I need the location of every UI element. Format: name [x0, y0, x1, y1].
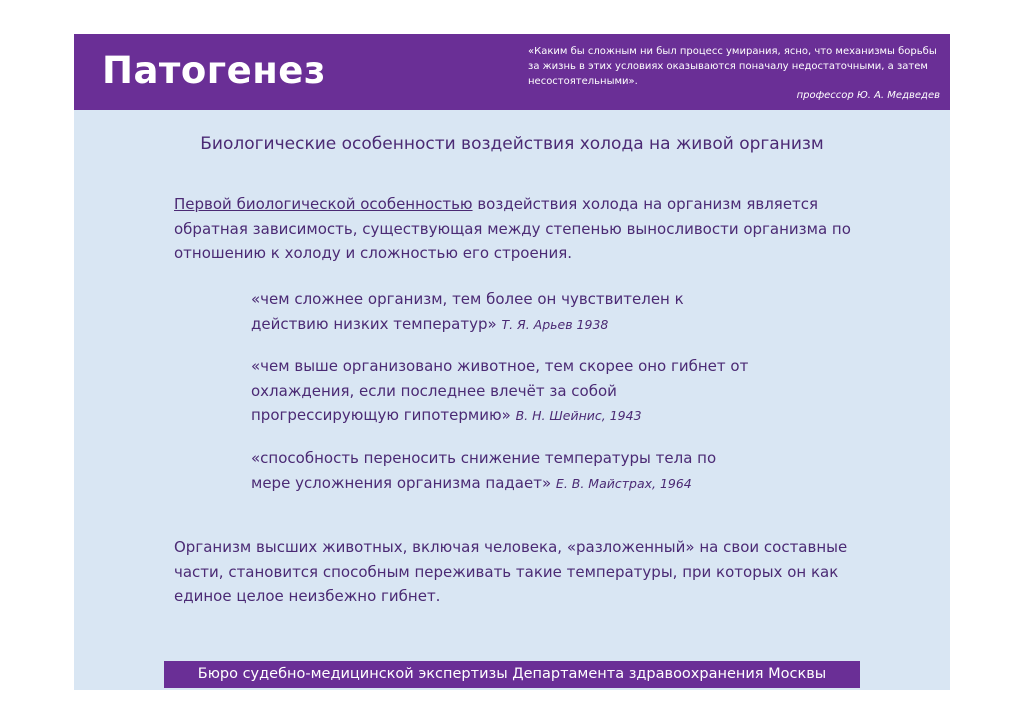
section-subtitle: Биологические особенности воздействия холода на живой организм — [200, 134, 824, 154]
paragraph-first — [174, 192, 864, 266]
quote-block — [251, 287, 751, 337]
quote-text: «чем выше организовано животное, тем скорее оно гибнет от охлаждения, если последнее влечёт за собой прогрессирующую гипотермию» — [251, 357, 749, 424]
quote-text: «способность переносить снижение температуры тела по мере усложнения организма падает» — [251, 449, 717, 492]
header-bar — [74, 34, 950, 110]
paragraph-conclusion: Организм высших животных, включая человека, «разложенный» на свои составные части, становится способным переживать такие температуры, при которых он как единое целое неизбежно гибнет. — [174, 538, 848, 605]
quote-citation: В. Н. Шейнис, 1943 — [515, 408, 642, 423]
quote-citation: Е. В. Майстрах, 1964 — [555, 475, 692, 491]
epigraph-quote: «Каким бы сложным ни был процесс умирания, ясно, что механизмы борьбы за жизнь в этих условиях оказываются поначалу недостаточными, а затем несостоятельными». — [528, 46, 937, 87]
paragraph-first-text: воздействия холода на организм является обратная зависимость, существующая между степенью выносливости организма по отношению к холоду и сложностью его строения. — [174, 195, 851, 262]
slide — [74, 34, 950, 690]
quote-block — [251, 354, 751, 429]
quote-text: «чем сложнее организм, тем более он чувствителен к действию низких температур» — [251, 290, 684, 333]
paragraph-first-emphasis: Первой биологической особенностью — [174, 195, 473, 213]
quote-block — [251, 446, 751, 496]
epigraph-author: профессор Ю. А. Медведев — [796, 90, 940, 101]
footer-bar: Бюро судебно-медицинской экспертизы Департамента здравоохранения Москвы — [164, 661, 860, 688]
page-title: Патогенез — [102, 49, 326, 92]
quote-citation: Т. Я. Арьев 1938 — [501, 316, 609, 332]
